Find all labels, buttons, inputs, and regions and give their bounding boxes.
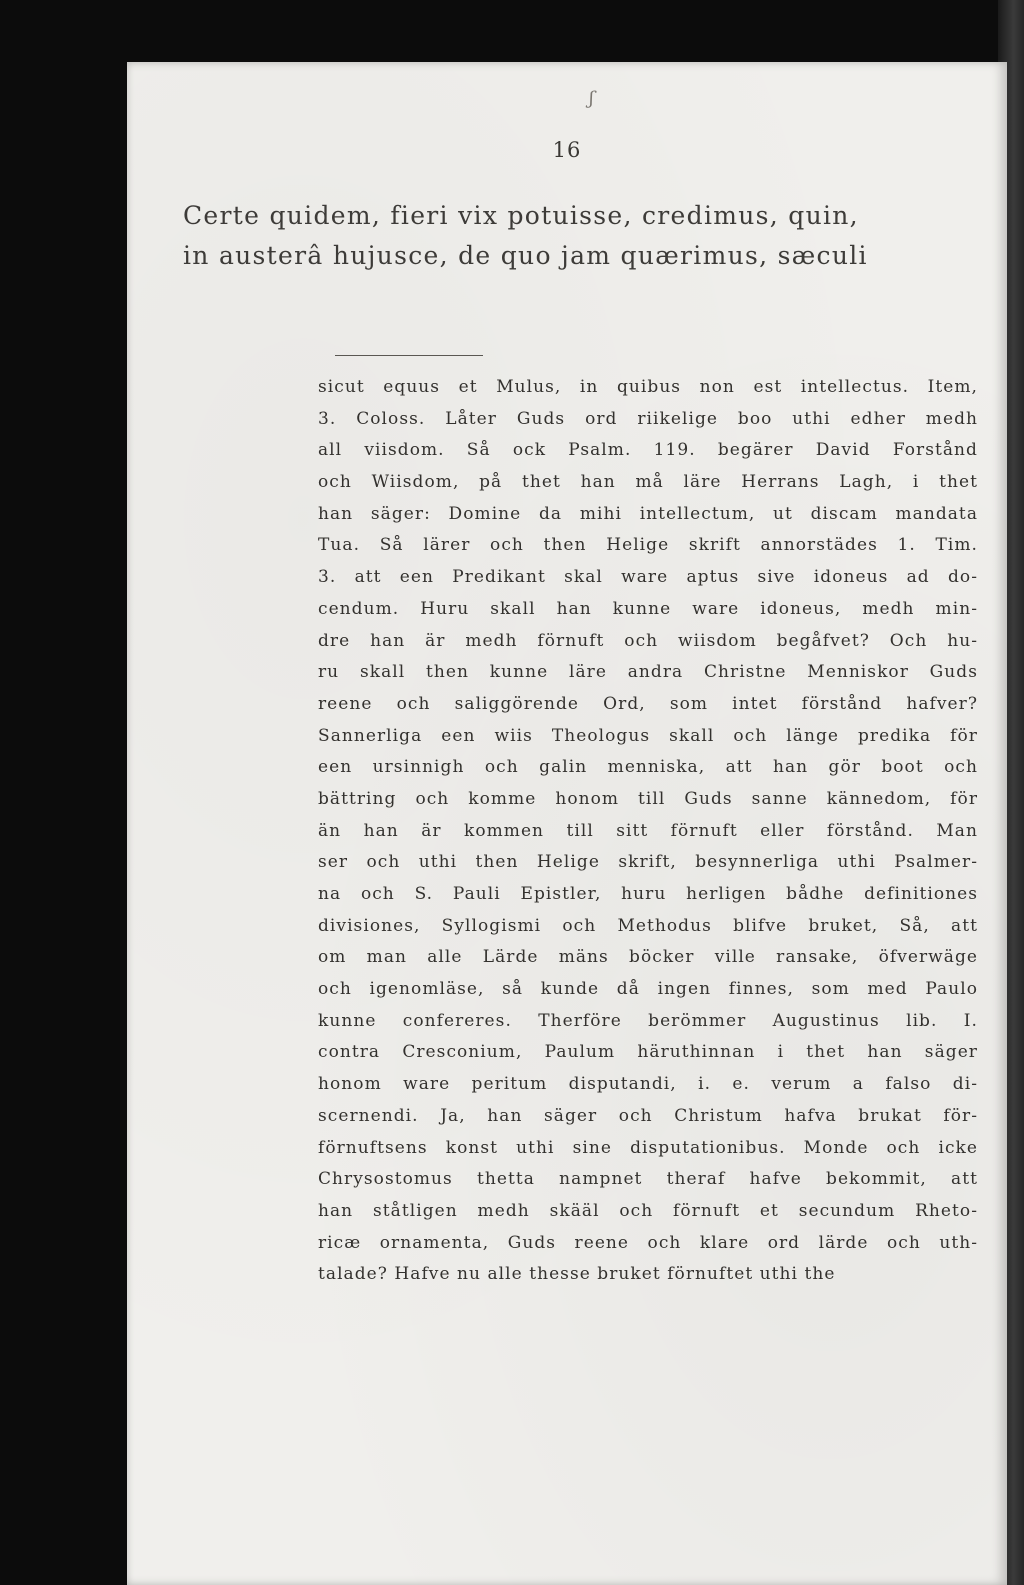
- page-mark: ʃ: [589, 88, 594, 109]
- book-page: [127, 62, 1007, 1585]
- text-line: divisiones, Syllogismi och Methodus blifve bruket, Så, att: [318, 915, 978, 936]
- intro-line: Certe quidem, fieri vix potuisse, credimus, quin,: [183, 201, 859, 230]
- text-line: han ståtligen medh skääl och förnuft et secundum Rheto-: [318, 1200, 978, 1221]
- intro-text: [183, 196, 983, 276]
- intro-line: in austerâ hujusce, de quo jam quærimus, sæculi: [183, 241, 868, 270]
- text-line: talade? Hafve nu alle thesse bruket förnuftet uthi the: [318, 1264, 836, 1285]
- text-line: förnuftsens konst uthi sine disputationibus. Monde och icke: [318, 1137, 978, 1158]
- text-line: och igenomläse, så kunde då ingen finnes, som med Paulo: [318, 979, 978, 1000]
- text-line: reene och saliggörende Ord, som intet förstånd hafver?: [318, 693, 978, 714]
- text-line: contra Cresconium, Paulum häruthinnan i thet han säger: [318, 1042, 978, 1063]
- text-line: ser och uthi then Helige skrift, besynnerliga uthi Psalmer-: [318, 852, 978, 873]
- text-line: Tua. Så lärer och then Helige skrift annorstädes 1. Tim.: [318, 535, 978, 556]
- text-line: 3. Coloss. Låter Guds ord riikelige boo uthi edher medh: [318, 408, 978, 429]
- text-line: honom ware peritum disputandi, i. e. verum a falso di-: [318, 1074, 978, 1095]
- text-line: Sannerliga een wiis Theologus skall och länge predika för: [318, 725, 978, 746]
- text-line: scernendi. Ja, han säger och Christum hafva brukat för-: [318, 1105, 978, 1126]
- text-line: all viisdom. Så ock Psalm. 119. begärer David Forstånd: [318, 440, 978, 461]
- text-line: sicut equus et Mulus, in quibus non est intellectus. Item,: [318, 377, 978, 397]
- text-line: ricæ ornamenta, Guds reene och klare ord lärde och uth-: [318, 1232, 978, 1253]
- text-line: cendum. Huru skall han kunne ware idoneus, medh min-: [318, 598, 978, 619]
- section-rule: [335, 355, 483, 356]
- text-line: na och S. Pauli Epistler, huru herligen bådhe definitiones: [318, 884, 978, 904]
- text-line: ru skall then kunne läre andra Christne Menniskor Guds: [318, 662, 978, 683]
- text-line: än han är kommen till sitt förnuft eller förstånd. Man: [318, 820, 978, 841]
- text-line: Chrysostomus thetta nampnet theraf hafve bekommit, att: [318, 1169, 978, 1190]
- body-text: [318, 372, 978, 1291]
- text-line: 3. att een Predikant skal ware aptus sive idoneus ad do-: [318, 567, 978, 588]
- text-line: een ursinnigh och galin menniska, att han gör boot och: [318, 757, 978, 778]
- text-line: dre han är medh förnuft och wiisdom begåfvet? Och hu-: [318, 630, 978, 651]
- text-line: och Wiisdom, på thet han må läre Herrans Lagh, i thet: [318, 472, 978, 493]
- text-line: bättring och komme honom till Guds sanne kännedom, för: [318, 788, 978, 809]
- page-number: 16: [552, 138, 582, 162]
- text-line: om man alle Lärde mäns böcker ville ransake, öfverwäge: [318, 947, 978, 968]
- text-line: han säger: Domine da mihi intellectum, ut discam mandata: [318, 503, 978, 524]
- text-line: kunne confereres. Therföre berömmer Augustinus lib. I.: [318, 1010, 978, 1031]
